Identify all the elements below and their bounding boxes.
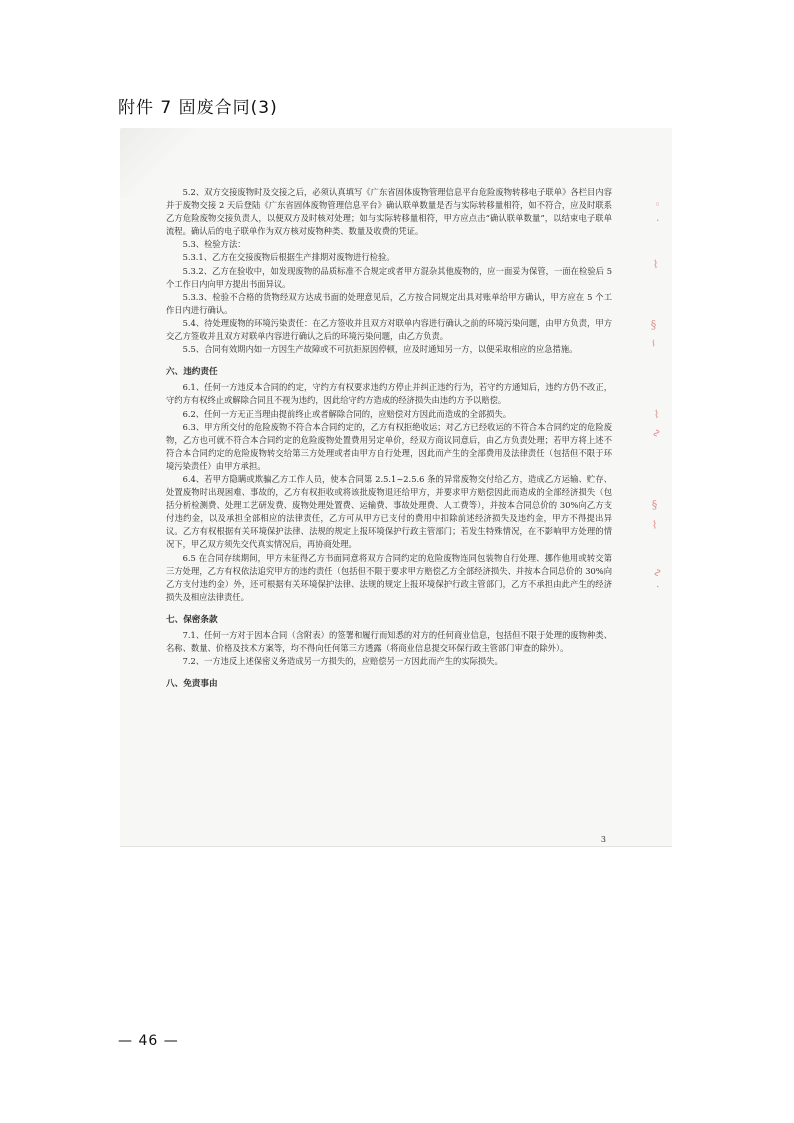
contract-paragraph: 5.5、合同有效期内如一方因生产故障或不可抗拒原因停顿，应及时通知另一方，以便采取相应的应急措施。 bbox=[182, 344, 578, 355]
contract-paragraph: 6.1、任何一方违反本合同的约定，守约方有权要求违约方停止并纠正违约行为，若守约方通知后，违约方仍不改正，守约方有权终止或解除合同且不视为违约，因此给守约方造成的经济损失由违约方予以赔偿。 bbox=[166, 382, 612, 406]
seal-fragment-icon: ⌇ bbox=[649, 258, 662, 273]
contract-paragraph: 5.3、检验方法： bbox=[182, 239, 246, 250]
section-heading: 六、违约责任 bbox=[166, 367, 218, 378]
contract-paragraph: 5.4、待处理废物的环境污染责任：在乙方签收并且双方对联单内容进行确认之前的环境污染问题，由甲方负责，甲方交乙方签收并且双方对联单内容进行确认之后的环境污染问题，由乙方负责。 bbox=[166, 317, 612, 342]
contract-body-text bbox=[166, 186, 612, 693]
section-heading: 八、免责事由 bbox=[166, 679, 218, 690]
seal-fragment-icon: § ⌇ bbox=[648, 498, 661, 534]
contract-paragraph: 5.3.1、乙方在交接废物后根据生产排期对废物进行检验。 bbox=[182, 252, 395, 263]
contract-paragraph: 5.3.2、乙方在验收中，如发现废物的品质标准不合规定或者甲方混杂其他废物的，应一面妥为保管，一面在检验后 5 个工作日内向甲方提出书面异议。 bbox=[166, 265, 612, 289]
contract-paragraph: 5.3.3、检验不合格的货物经双方达成书面的处理意见后，乙方按合同规定出具对账单给甲方确认，甲方应在 5 个工作日内进行确认。 bbox=[166, 291, 612, 315]
contract-paragraph: 7.1、任何一方对于因本合同（含附表）的签署和履行而知悉的对方的任何商业信息，包括但不限于处理的废物种类、名称、数量、价格及技术方案等，均不得向任何第三方透露（将商业信息提交环保行政主管部门审查的除外）。 bbox=[166, 630, 612, 654]
contract-paragraph: 5.2、双方交接废物时及交接之后，必须认真填写《广东省固体废物管理信息平台危险废物转移电子联单》各栏目内容并于废物交接 2 天后登陆《广东省固体废物管理信息平台》确认联单数量是否与实际转移量相符，如不符合，应及时联系乙方危险废物交接负责人，以便双方及时核对处理；如与实际转移量相符，甲方应点击“确认联单数量”，以结束电子联单流程。确认后的电子联单作为双方核对废物种类、数量及收费的凭证。 bbox=[166, 187, 612, 237]
attachment-title: 附件 7 固废合同(3) bbox=[118, 98, 278, 118]
section-heading: 七、保密条款 bbox=[166, 614, 218, 625]
seal-fragment-icon: ⌇ ∿ bbox=[650, 408, 663, 440]
seal-fragment-icon: ◦ · bbox=[651, 198, 664, 224]
contract-paragraph: 7.2、一方违反上述保密义务造成另一方损失的，应赔偿另一方因此而产生的实际损失。 bbox=[182, 656, 503, 667]
seal-fragment-icon: ∿ · bbox=[651, 568, 664, 591]
scan-page-number: 3 bbox=[600, 835, 606, 844]
page-footer-number: — 46 — bbox=[118, 1033, 179, 1049]
seal-fragment-icon: § ∽ bbox=[647, 318, 660, 350]
contract-paragraph: 6.3、甲方所交付的危险废物不符合本合同约定的，乙方有权拒绝收运；对乙方已经收运的不符合本合同约定的危险废物，乙方也可就不符合本合同约定的危险废物处置费用另定单价，经双方商议同意后，由乙方负责处理；若甲方将上述不符合本合同约定的危险废物转交给第三方处理或者由甲方自行处理，因此而产生的全部费用及法律责任（包括但不限于环境污染责任）由甲方承担。 bbox=[166, 421, 612, 471]
seam-seal-strip bbox=[645, 198, 669, 618]
contract-paragraph: 6.4、若甲方隐瞒或欺骗乙方工作人员，使本合同第 2.5.1~2.5.6 条的异常废物交付给乙方，造成乙方运输、贮存、处置废物时出现困难、事故的，乙方有权拒收或将该批废物退还给甲方，并要求甲方赔偿因此而造成的全部经济损失（包括分析检测费、处理工艺研发费、废物处理处置费、运输费、事故处理费、人工费等），并按本合同总价的 30%向乙方支付违约金，以及承担全部相应的法律责任，乙方可从甲方已支付的费用中扣除前述经济损失及违约金，甲方不得提出异议。乙方有权根据有关环境保护法律、法规的规定上报环境保护行政主管部门；若发生特殊情况，在不影响甲方处理的情况下，甲乙双方须先交代真实情况后，再协商处理。 bbox=[166, 473, 612, 550]
contract-paragraph: 6.2、任何一方无正当理由提前终止或者解除合同的，应赔偿对方因此而造成的全部损失。 bbox=[182, 408, 512, 419]
scanned-contract-page bbox=[120, 128, 672, 847]
contract-paragraph: 6.5 在合同存续期间，甲方未征得乙方书面同意将双方合同约定的危险废物连同包装物自行处理、挪作他用或转交第三方处理，乙方有权依法追究甲方的违约责任（包括但不限于要求甲方赔偿乙方全部经济损失、并按本合同总价的 30%向乙方支付违约金）外，还可根据有关环境保护法律、法规的规定上报环境保护行政主管部门，乙方不承担由此产生的经济损失及相应法律责任。 bbox=[166, 552, 612, 602]
